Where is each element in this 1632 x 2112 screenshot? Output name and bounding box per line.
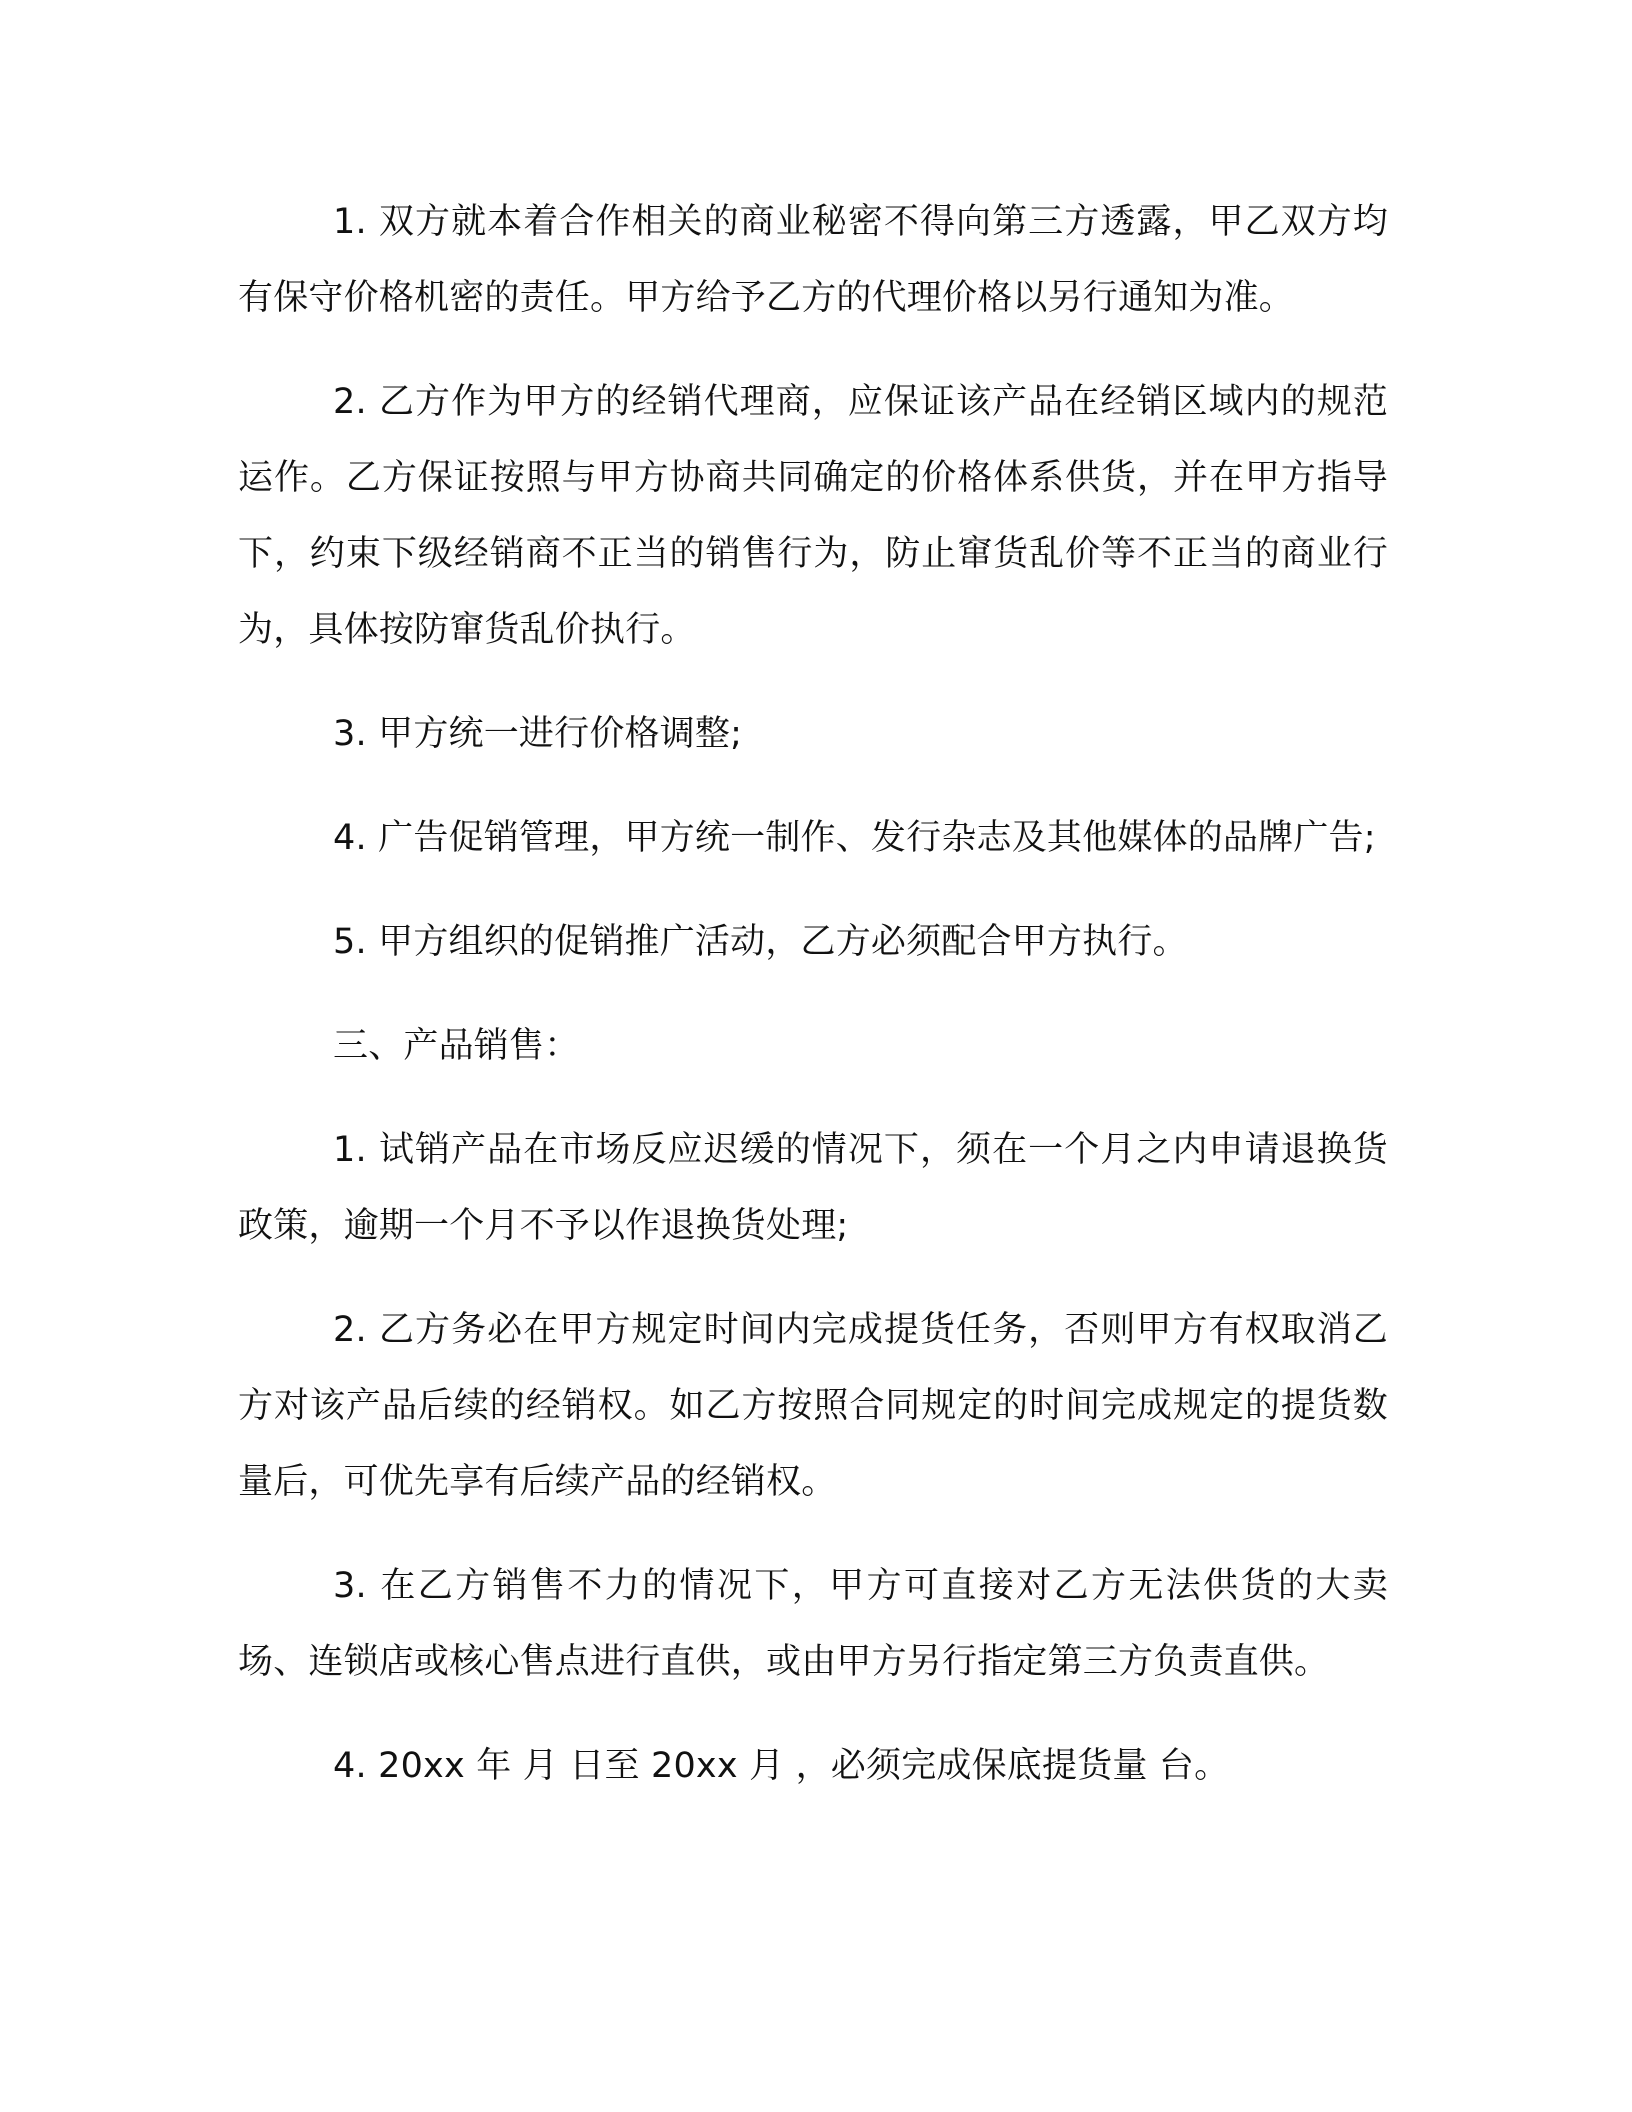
paragraph-4: 4. 广告促销管理，甲方统一制作、发行杂志及其他媒体的品牌广告; <box>333 818 1376 858</box>
section-paragraph-4: 4. 20xx 年 月 日至 20xx 月 ，必须完成保底提货量 台。 <box>333 1746 1230 1786</box>
document-body <box>238 184 1388 1832</box>
paragraph-1: 1. 双方就本着合作相关的商业秘密不得向第三方透露，甲乙双方均有保守价格机密的责任。甲方给予乙方的代理价格以另行通知为准。 <box>238 202 1388 318</box>
paragraph-2: 2. 乙方作为甲方的经销代理商，应保证该产品在经销区域内的规范运作。乙方保证按照与甲方协商共同确定的价格体系供货，并在甲方指导下，约束下级经销商不正当的销售行为，防止窜货乱价等不正当的商业行为，具体按防窜货乱价执行。 <box>238 382 1388 650</box>
paragraph-5: 5. 甲方组织的促销推广活动，乙方必须配合甲方执行。 <box>333 922 1188 962</box>
section-heading: 三、产品销售： <box>333 1026 580 1066</box>
section-paragraph-3: 3. 在乙方销售不力的情况下，甲方可直接对乙方无法供货的大卖场、连锁店或核心售点进行直供，或由甲方另行指定第三方负责直供。 <box>238 1566 1388 1682</box>
section-paragraph-2: 2. 乙方务必在甲方规定时间内完成提货任务，否则甲方有权取消乙方对该产品后续的经销权。如乙方按照合同规定的时间完成规定的提货数量后，可优先享有后续产品的经销权。 <box>238 1310 1388 1502</box>
paragraph-3: 3. 甲方统一进行价格调整; <box>333 714 743 754</box>
section-paragraph-1: 1. 试销产品在市场反应迟缓的情况下，须在一个月之内申请退换货政策，逾期一个月不予以作退换货处理; <box>238 1130 1388 1246</box>
